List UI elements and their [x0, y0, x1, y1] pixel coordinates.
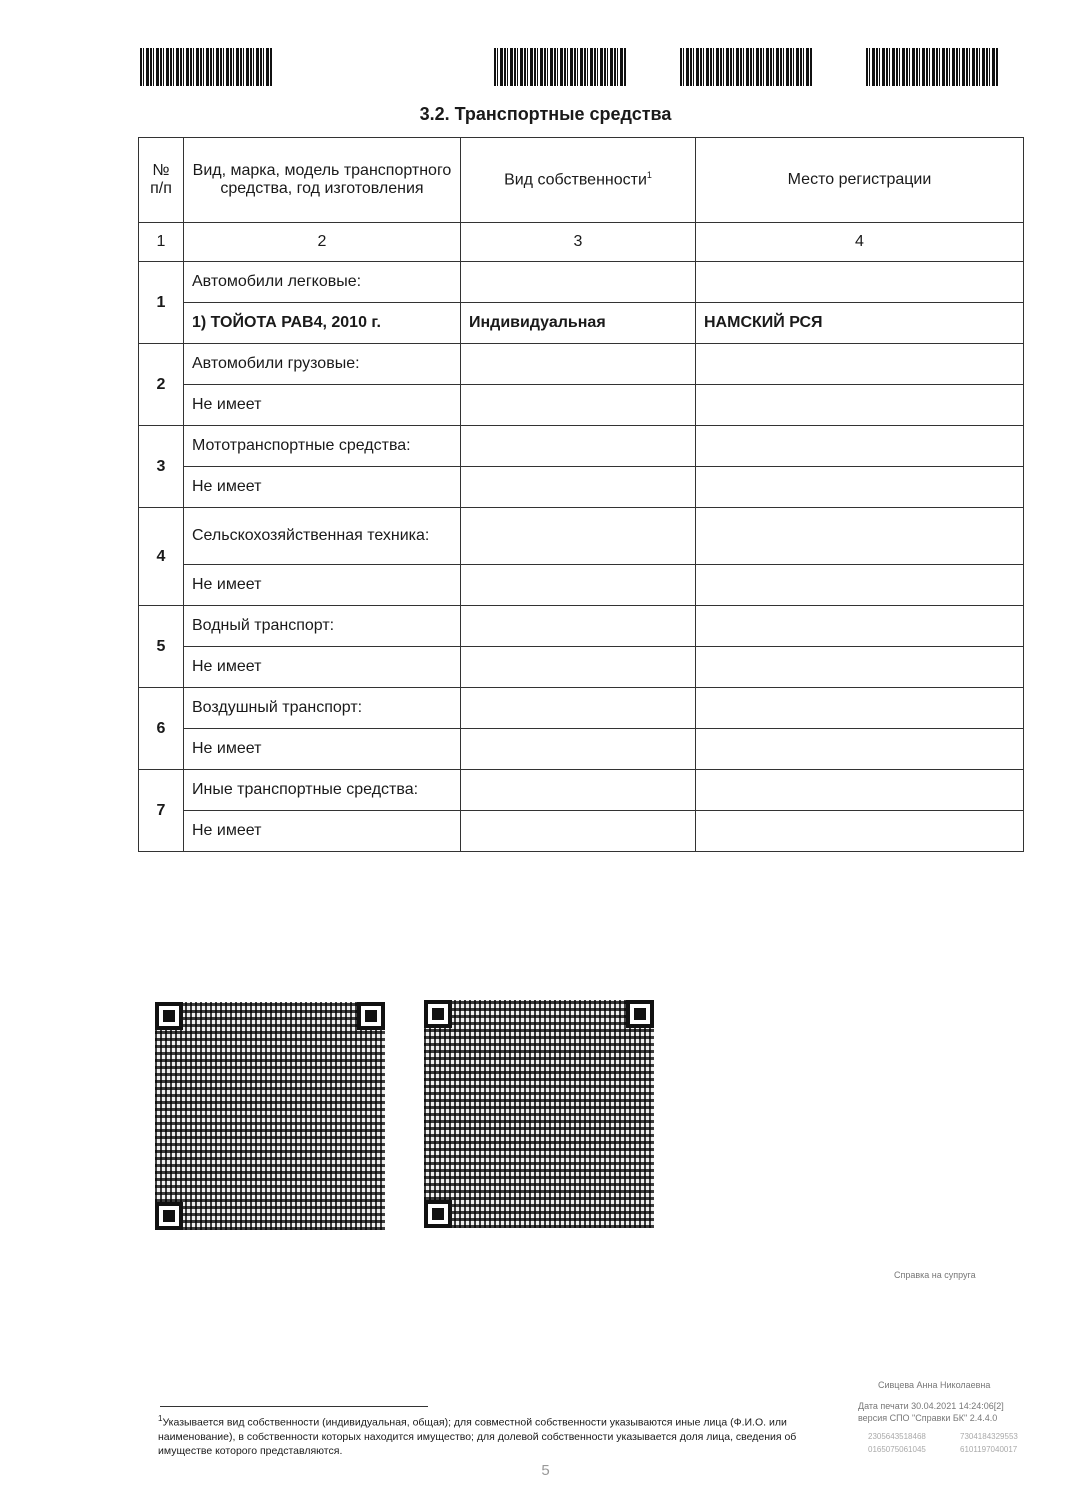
group-label: Сельскохозяйственная техника: — [184, 508, 461, 565]
vehicle-item: 1) ТОЙОТА РАВ4, 2010 г. — [184, 303, 461, 344]
code-c: 0165075061045 — [868, 1445, 926, 1454]
group-label-row — [139, 344, 1024, 385]
ownership-value: Индивидуальная — [461, 303, 696, 344]
ownership-value — [461, 385, 696, 426]
empty-cell — [461, 508, 696, 565]
software-version: версия СПО "Справки БК" 2.4.4.0 — [858, 1413, 998, 1423]
group-label-row — [139, 606, 1024, 647]
vehicle-item: Не имеет — [184, 811, 461, 852]
group-label-row — [139, 262, 1024, 303]
registration-value — [696, 385, 1024, 426]
group-label-row — [139, 770, 1024, 811]
group-item-row — [139, 385, 1024, 426]
registration-value — [696, 565, 1024, 606]
empty-cell — [696, 262, 1024, 303]
column-number: 3 — [461, 223, 696, 262]
registration-value — [696, 467, 1024, 508]
group-label: Автомобили легковые: — [184, 262, 461, 303]
group-number: 3 — [139, 426, 184, 508]
group-item-row — [139, 729, 1024, 770]
registration-value — [696, 647, 1024, 688]
print-date: Дата печати 30.04.2021 14:24:06[2] — [858, 1401, 1004, 1411]
footnote-text: Указывается вид собственности (индивидуальная, общая); для совместной собственности указываются иные лица (Ф.И.О. или наименование), в собственности которых находится имущество; для долевой собственности указывается доля лица, сведения об имуществе которого представляются. — [158, 1416, 797, 1457]
qr-code-1 — [155, 1002, 385, 1230]
spouse-note: Справка на супруга — [894, 1270, 976, 1280]
empty-cell — [696, 426, 1024, 467]
code-a: 2305643518468 — [868, 1432, 926, 1441]
section-title: 3.2. Транспортные средства — [419, 104, 672, 124]
registration-value: НАМСКИЙ РСЯ — [696, 303, 1024, 344]
footnote — [158, 1412, 818, 1458]
footnote-mark: 1 — [646, 170, 652, 181]
group-label: Иные транспортные средства: — [184, 770, 461, 811]
group-number: 5 — [139, 606, 184, 688]
table-header-row — [139, 138, 1024, 223]
empty-cell — [461, 344, 696, 385]
vehicles-table — [138, 137, 1024, 852]
qr-code-2 — [424, 1000, 654, 1228]
group-number: 7 — [139, 770, 184, 852]
vehicle-item: Не имеет — [184, 647, 461, 688]
footnote-number: 1 — [158, 1414, 163, 1423]
header-ownership-label: Вид собственности — [504, 171, 647, 189]
ownership-value — [461, 811, 696, 852]
code-b: 7304184329553 — [960, 1432, 1018, 1441]
ownership-value — [461, 647, 696, 688]
group-label: Водный транспорт: — [184, 606, 461, 647]
barcode-2 — [494, 48, 626, 88]
group-label: Мототранспортные средства: — [184, 426, 461, 467]
column-number: 1 — [139, 223, 184, 262]
empty-cell — [696, 344, 1024, 385]
empty-cell — [461, 262, 696, 303]
header-vehicle: Вид, марка, модель транспортного средства, год изготовления — [184, 138, 461, 223]
group-item-row — [139, 647, 1024, 688]
header-registration: Место регистрации — [696, 138, 1024, 223]
barcode-1 — [140, 48, 272, 88]
empty-cell — [461, 426, 696, 467]
column-number-row — [139, 223, 1024, 262]
barcode-4 — [866, 48, 998, 88]
empty-cell — [461, 606, 696, 647]
empty-cell — [696, 770, 1024, 811]
group-number: 1 — [139, 262, 184, 344]
group-label: Автомобили грузовые: — [184, 344, 461, 385]
header-num: № п/п — [139, 138, 184, 223]
ownership-value — [461, 467, 696, 508]
empty-cell — [696, 508, 1024, 565]
vehicle-item: Не имеет — [184, 385, 461, 426]
vehicle-item: Не имеет — [184, 467, 461, 508]
registration-value — [696, 811, 1024, 852]
vehicle-item: Не имеет — [184, 565, 461, 606]
registration-value — [696, 729, 1024, 770]
group-number: 4 — [139, 508, 184, 606]
page-number: 5 — [541, 1462, 550, 1479]
group-item-row — [139, 467, 1024, 508]
empty-cell — [696, 606, 1024, 647]
empty-cell — [461, 688, 696, 729]
group-item-row — [139, 303, 1024, 344]
signer-name: Сивцева Анна Николаевна — [878, 1380, 991, 1390]
group-number: 2 — [139, 344, 184, 426]
ownership-value — [461, 565, 696, 606]
footnote-divider — [160, 1406, 428, 1407]
group-item-row — [139, 565, 1024, 606]
column-number: 4 — [696, 223, 1024, 262]
group-item-row — [139, 811, 1024, 852]
group-label-row — [139, 508, 1024, 565]
barcode-3 — [680, 48, 812, 88]
group-number: 6 — [139, 688, 184, 770]
column-number: 2 — [184, 223, 461, 262]
group-label: Воздушный транспорт: — [184, 688, 461, 729]
group-label-row — [139, 688, 1024, 729]
empty-cell — [696, 688, 1024, 729]
code-d: 6101197040017 — [960, 1445, 1018, 1454]
empty-cell — [461, 770, 696, 811]
vehicle-item: Не имеет — [184, 729, 461, 770]
header-ownership — [461, 138, 696, 223]
ownership-value — [461, 729, 696, 770]
group-label-row — [139, 426, 1024, 467]
